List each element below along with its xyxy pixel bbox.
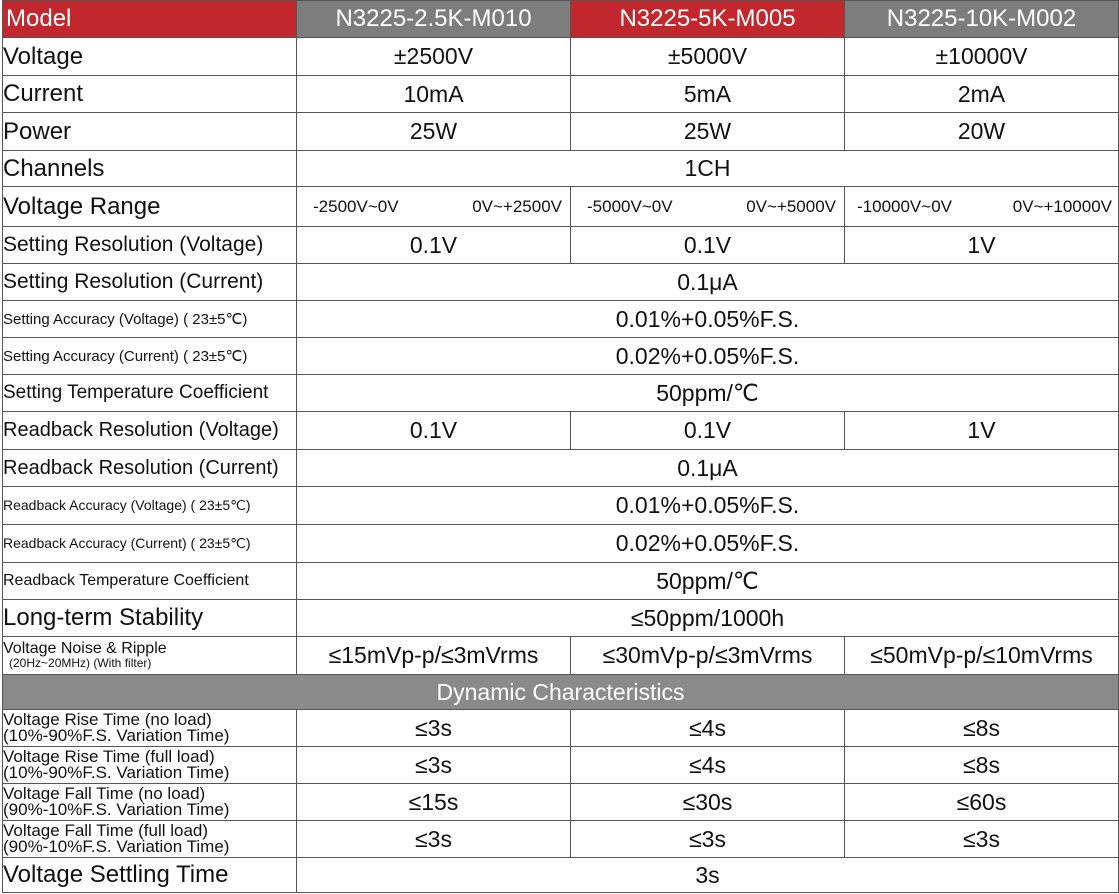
row-label: Long-term Stability — [3, 600, 297, 637]
cell-value — [297, 187, 571, 227]
table-row-set-acc-c — [3, 338, 1119, 375]
cell-value: 25W — [571, 113, 845, 151]
header-row — [3, 1, 1119, 38]
cell-value: ≤3s — [571, 821, 845, 858]
label-line-2: (90%-10%F.S. Variation Time) — [3, 837, 230, 856]
row-label: Current — [3, 76, 297, 113]
cell-value: ≤60s — [845, 784, 1119, 821]
cell-value: ≤50ppm/1000h — [297, 600, 1119, 637]
cell-value: 50ppm/℃ — [297, 375, 1119, 412]
table-row-rb-temp — [3, 563, 1119, 600]
row-label: Setting Accuracy (Voltage) ( 23±5℃) — [3, 301, 297, 338]
row-label: Setting Temperature Coefficient — [3, 375, 297, 412]
cell-value: ≤15mVp-p/≤3mVrms — [297, 637, 571, 675]
cell-value: ≤30mVp-p/≤3mVrms — [571, 637, 845, 675]
range-negative: -10000V~0V — [857, 196, 952, 216]
cell-value: 25W — [297, 113, 571, 151]
cell-value: 5mA — [571, 76, 845, 113]
table-row-set-res-c — [3, 264, 1119, 301]
row-label: Readback Accuracy (Current) ( 23±5℃) — [3, 525, 297, 563]
range-positive: 0V~+10000V — [1012, 196, 1112, 216]
label-line-1: Voltage Fall Time (no load) — [3, 784, 206, 803]
cell-value: 0.1μA — [297, 264, 1119, 301]
table-row-rb-res-v — [3, 412, 1119, 450]
row-label — [3, 710, 297, 747]
label-line-2: (90%-10%F.S. Variation Time) — [3, 800, 230, 819]
label-line-1: Voltage Fall Time (full load) — [3, 821, 209, 840]
table-row-settling — [3, 858, 1119, 893]
table-row-set-acc-v — [3, 301, 1119, 338]
row-label: Readback Resolution (Current) — [3, 450, 297, 487]
model-header-5k: N3225-5K-M005 — [571, 1, 845, 38]
cell-value: 1V — [845, 227, 1119, 264]
table-row-power — [3, 113, 1119, 151]
model-header-10k: N3225-10K-M002 — [845, 1, 1119, 38]
cell-value: ≤8s — [845, 747, 1119, 784]
row-label: Readback Resolution (Voltage) — [3, 412, 297, 450]
table-row-set-temp — [3, 375, 1119, 412]
row-label: Readback Temperature Coefficient — [3, 563, 297, 600]
cell-value: 0.01%+0.05%F.S. — [297, 301, 1119, 338]
row-label — [3, 821, 297, 858]
cell-value: 0.1μA — [297, 450, 1119, 487]
label-line-2: (10%-90%F.S. Variation Time) — [3, 726, 230, 745]
range-negative: -5000V~0V — [587, 196, 673, 216]
section-title: Dynamic Characteristics — [3, 675, 1119, 710]
cell-value: ±2500V — [297, 38, 571, 76]
cell-value: ±10000V — [845, 38, 1119, 76]
table-row-channels — [3, 151, 1119, 187]
table-row-rb-acc-c — [3, 525, 1119, 563]
cell-value: ±5000V — [571, 38, 845, 76]
spec-table — [2, 0, 1119, 893]
table-row-fall-no-load — [3, 784, 1119, 821]
cell-value: ≤4s — [571, 747, 845, 784]
table-row-current — [3, 76, 1119, 113]
cell-value: 20W — [845, 113, 1119, 151]
cell-value: ≤4s — [571, 710, 845, 747]
cell-value: ≤3s — [845, 821, 1119, 858]
cell-value: 0.02%+0.05%F.S. — [297, 525, 1119, 563]
table-row-voltage-range — [3, 187, 1119, 227]
table-row-stability — [3, 600, 1119, 637]
cell-value: 0.01%+0.05%F.S. — [297, 487, 1119, 525]
cell-value: 0.1V — [297, 227, 571, 264]
cell-value: ≤15s — [297, 784, 571, 821]
cell-value: ≤3s — [297, 747, 571, 784]
table-row-set-res-v — [3, 227, 1119, 264]
cell-value: 0.1V — [571, 227, 845, 264]
cell-value: ≤8s — [845, 710, 1119, 747]
row-label — [3, 637, 297, 675]
label-line-2: (10%-90%F.S. Variation Time) — [3, 763, 230, 782]
table-row-voltage — [3, 38, 1119, 76]
cell-value: 0.02%+0.05%F.S. — [297, 338, 1119, 375]
table-row-fall-full-load — [3, 821, 1119, 858]
row-label: Voltage Settling Time — [3, 858, 297, 893]
table-row-rise-no-load — [3, 710, 1119, 747]
cell-value: ≤3s — [297, 821, 571, 858]
table-row-rb-acc-v — [3, 487, 1119, 525]
cell-value: 0.1V — [571, 412, 845, 450]
model-header-label: Model — [3, 1, 297, 38]
row-label: Channels — [3, 151, 297, 187]
row-label: Voltage Range — [3, 187, 297, 227]
range-positive: 0V~+5000V — [746, 196, 836, 216]
row-label: Power — [3, 113, 297, 151]
row-label: Setting Resolution (Current) — [3, 264, 297, 301]
model-header-2.5k: N3225-2.5K-M010 — [297, 1, 571, 38]
cell-value: 50ppm/℃ — [297, 563, 1119, 600]
range-negative: -2500V~0V — [313, 196, 399, 216]
cell-value: 10mA — [297, 76, 571, 113]
section-header-dynamic — [3, 675, 1119, 710]
row-label: Setting Resolution (Voltage) — [3, 227, 297, 264]
cell-value: ≤3s — [297, 710, 571, 747]
cell-value: 0.1V — [297, 412, 571, 450]
row-label: Setting Accuracy (Current) ( 23±5℃) — [3, 338, 297, 375]
cell-value: ≤30s — [571, 784, 845, 821]
cell-value: 2mA — [845, 76, 1119, 113]
cell-value: 3s — [297, 858, 1119, 893]
table-row-rise-full-load — [3, 747, 1119, 784]
cell-value: 1V — [845, 412, 1119, 450]
row-label: Voltage — [3, 38, 297, 76]
range-positive: 0V~+2500V — [472, 196, 562, 216]
cell-value — [845, 187, 1119, 227]
cell-value: ≤50mVp-p/≤10mVrms — [845, 637, 1119, 675]
noise-label: Voltage Noise & Ripple — [3, 639, 167, 657]
label-line-1: Voltage Rise Time (no load) — [3, 710, 212, 729]
noise-sublabel: (20Hz~20MHz) (With filter) — [9, 655, 152, 670]
cell-value — [571, 187, 845, 227]
row-label — [3, 747, 297, 784]
table-row-noise — [3, 637, 1119, 675]
label-line-1: Voltage Rise Time (full load) — [3, 747, 215, 766]
row-label — [3, 784, 297, 821]
table-row-rb-res-c — [3, 450, 1119, 487]
cell-value: 1CH — [297, 151, 1119, 187]
row-label: Readback Accuracy (Voltage) ( 23±5℃) — [3, 487, 297, 525]
